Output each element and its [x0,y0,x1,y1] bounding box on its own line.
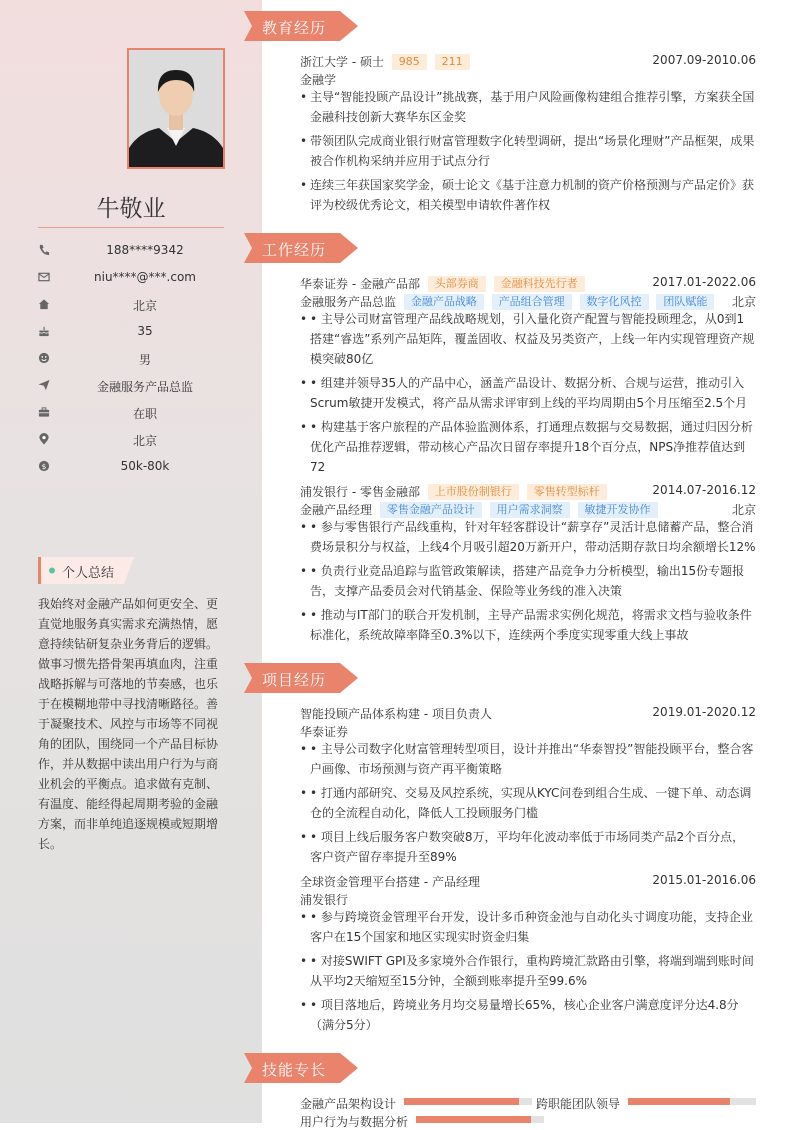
location-icon [38,433,50,445]
work-heading [244,233,358,263]
project-name: 智能投顾产品体系构建 - 项目负责人 [300,707,492,721]
info-value: 188****9342 [106,243,184,257]
education-school [300,53,470,70]
skill-name: 跨职能团队领导 [536,1097,621,1111]
skill-bar-fill [416,1116,531,1123]
project-org: 浦发银行 [300,893,349,907]
project-name: 全球资金管理平台搭建 - 产品经理 [300,875,480,889]
project-bullets [300,907,756,1039]
list-item: • • 负责行业竞品追踪与监管政策解读，搭建产品竞争力分析模型，输出15份专题报告，支撑产品委员会对代销基金、保险等业务线的准入决策 [300,561,756,601]
list-item: • • 推动与IT部门的联合开发机制，主导产品需求实例化规范，将需求文档与验收条件标准化，系统故障率降至0.3%以下，连续两个季度实现零重大线上事故 [300,605,756,645]
education-heading [244,11,358,41]
list-item: • • 项目落地后，跨境业务月均交易量增长65%，核心企业客户满意度评分达4.8分（满分5分） [300,995,756,1035]
job-city: 北京 [731,295,756,309]
skill-tag: 敏捷开发协作 [578,502,658,518]
skill-tag: 金融产品战略 [404,294,484,310]
skill-bar-fill [628,1098,730,1105]
info-value: 50k-80k [120,459,170,473]
info-value: 在职 [132,407,157,421]
skill-name: 用户行为与数据分析 [300,1115,409,1129]
school-tag: 211 [435,54,470,70]
skills-heading [244,1053,358,1083]
school-tag: 985 [392,54,427,70]
skill-bar [416,1116,544,1123]
info-row [38,295,224,315]
job-bullets [300,309,756,481]
list-item: • • 主导公司财富管理产品线战略规划，引入量化资产配置与智能投顾理念，从0到1搭建“睿选”系列产品矩阵，覆盖固收、权益及另类资产，上线一年内实现管理资产规模突破80亿 [300,309,756,369]
education-bullets [300,87,756,219]
list-item: • • 参与跨境资金管理平台开发，设计多币种资金池与自动化头寸调度功能，支持企业客户在15个国家和地区实现实时资金归集 [300,907,756,947]
skill-bar [628,1098,756,1105]
company-tag: 零售转型标杆 [527,484,607,500]
summary-title: 个人总结 [62,566,115,581]
info-row [38,349,224,369]
info-value: 北京 [132,434,157,448]
info-value: 男 [138,353,151,367]
skill-tag: 团队赋能 [656,294,714,310]
job-role [300,293,714,310]
projects-title: 项目经历 [262,671,327,689]
avatar [129,50,223,167]
cake-icon [38,325,50,337]
company-tag: 头部券商 [428,276,486,292]
role-name: 金融服务产品总监 [300,295,397,309]
info-value: 北京 [132,299,157,313]
skill-name: 金融产品架构设计 [300,1097,397,1111]
info-row [38,268,224,288]
job-role [300,501,658,518]
job-company [300,275,585,292]
company-tag: 金融科技先行者 [494,276,585,292]
job-company [300,483,607,500]
company-tag: 上市股份制银行 [428,484,519,500]
project-date: 2019.01-2020.12 [652,705,756,719]
info-value: niu****@***.com [94,270,196,284]
skills-title: 技能专长 [262,1061,327,1079]
education-date: 2007.09-2010.06 [652,53,756,67]
skill-tag: 数字化风控 [580,294,649,310]
project-org: 华泰证券 [300,725,349,739]
salary-icon [38,460,50,472]
mail-icon [38,271,50,283]
job-date: 2017.01-2022.06 [652,275,756,289]
phone-icon [38,244,50,256]
briefcase-icon [38,406,50,418]
list-item: • • 对接SWIFT GPI及多家境外合作银行，重构跨境汇款路由引擎，将端到端到账时间从平均2天缩短至15分钟，全额到账率提升至99.6% [300,951,756,991]
list-item: • 主导“智能投顾产品设计”挑战赛，基于用户风险画像构建组合推荐引擎，方案获全国金融科技创新大赛华东区金奖 [300,87,756,127]
home-icon [38,298,50,310]
list-item: • • 主导公司数字化财富管理转型项目，设计并推出“华泰智投”智能投顾平台，整合客户画像、市场预测与资产再平衡策略 [300,739,756,779]
info-value: 金融服务产品总监 [96,380,193,394]
job-date: 2014.07-2016.12 [652,483,756,497]
send-icon [38,379,50,391]
job-bullets [300,517,756,649]
name-divider [38,227,224,228]
skill-bar-fill [404,1098,519,1105]
role-name: 金融产品经理 [300,503,373,517]
info-row [38,241,224,261]
list-item: • 带领团队完成商业银行财富管理数字化转型调研，提出“场景化理财”产品框架，成果被合作机构采纳并应用于试点分行 [300,131,756,171]
job-city: 北京 [731,503,756,517]
candidate-name: 牛敬业 [96,196,166,222]
list-item: • 连续三年获国家奖学金，硕士论文《基于注意力机制的资产价格预测与产品定价》获评为校级优秀论文，相关模型申请软件著作权 [300,175,756,215]
school-name: 浙江大学 - 硕士 [300,55,384,69]
work-title: 工作经历 [262,241,327,259]
list-item: • • 参与零售银行产品线重构，针对年轻客群设计“薪享存”灵活计息储蓄产品，整合消费场景积分与权益，上线4个月吸引超20万新开户，带动活期存款日均余额增长12% [300,517,756,557]
skill-tag: 用户需求洞察 [490,502,570,518]
info-row [38,403,224,423]
project-bullets [300,739,756,871]
skill-tag: 产品组合管理 [492,294,572,310]
info-value: 35 [137,324,153,338]
info-row [38,457,224,477]
list-item: • • 构建基于客户旅程的产品体验监测体系，打通理点数据与交易数据，通过归因分析优化产品推荐逻辑，带动核心产品次日留存率提升18个百分点，NPS净推荐值达到72 [300,417,756,477]
gender-icon [38,352,50,364]
company-name: 浦发银行 - 零售金融部 [300,485,420,499]
education-major: 金融学 [300,73,337,87]
summary-heading [38,557,134,584]
info-row [38,322,224,342]
project-date: 2015.01-2016.06 [652,873,756,887]
list-item: • • 组建并领导35人的产品中心，涵盖产品设计、数据分析、合规与运营，推动引入Scrum敏捷开发模式，将产品从需求评审到上线的平均周期由5个月压缩至2.5个月 [300,373,756,413]
info-row [38,376,224,396]
skill-bar [404,1098,532,1105]
list-item: • • 项目上线后服务客户数突破8万，平均年化波动率低于市场同类产品2个百分点，客户资产留存率提升至89% [300,827,756,867]
info-row [38,430,224,450]
svg-text:$: $ [41,461,47,471]
education-title: 教育经历 [262,19,327,37]
skill-tag: 零售金融产品设计 [380,502,482,518]
projects-heading [244,663,358,693]
list-item: • • 打通内部研究、交易及风控系统，实现从KYC问卷到组合生成、一键下单、动态调仓的全流程自动化，降低人工投顾服务门槛 [300,783,756,823]
profile-photo [127,48,225,169]
company-name: 华泰证券 - 金融产品部 [300,277,420,291]
summary-text: 我始终对金融产品如何更安全、更直觉地服务真实需求充满热情，愿意持续钻研复杂业务背后的逻辑。做事习惯先搭骨架再填血肉，注重战略拆解与可落地的节奏感，也乐于在模糊地带中寻找清晰路径。善于凝聚技术、风控与市场等不同视角的团队，围绕同一个产品目标协作，并从数据中读出用户行为与商业机会的平衡点。追求做有克制、有温度、能经得起周期考验的金融方案，而非单纯追逐规模或短期增长。 [38,597,219,851]
